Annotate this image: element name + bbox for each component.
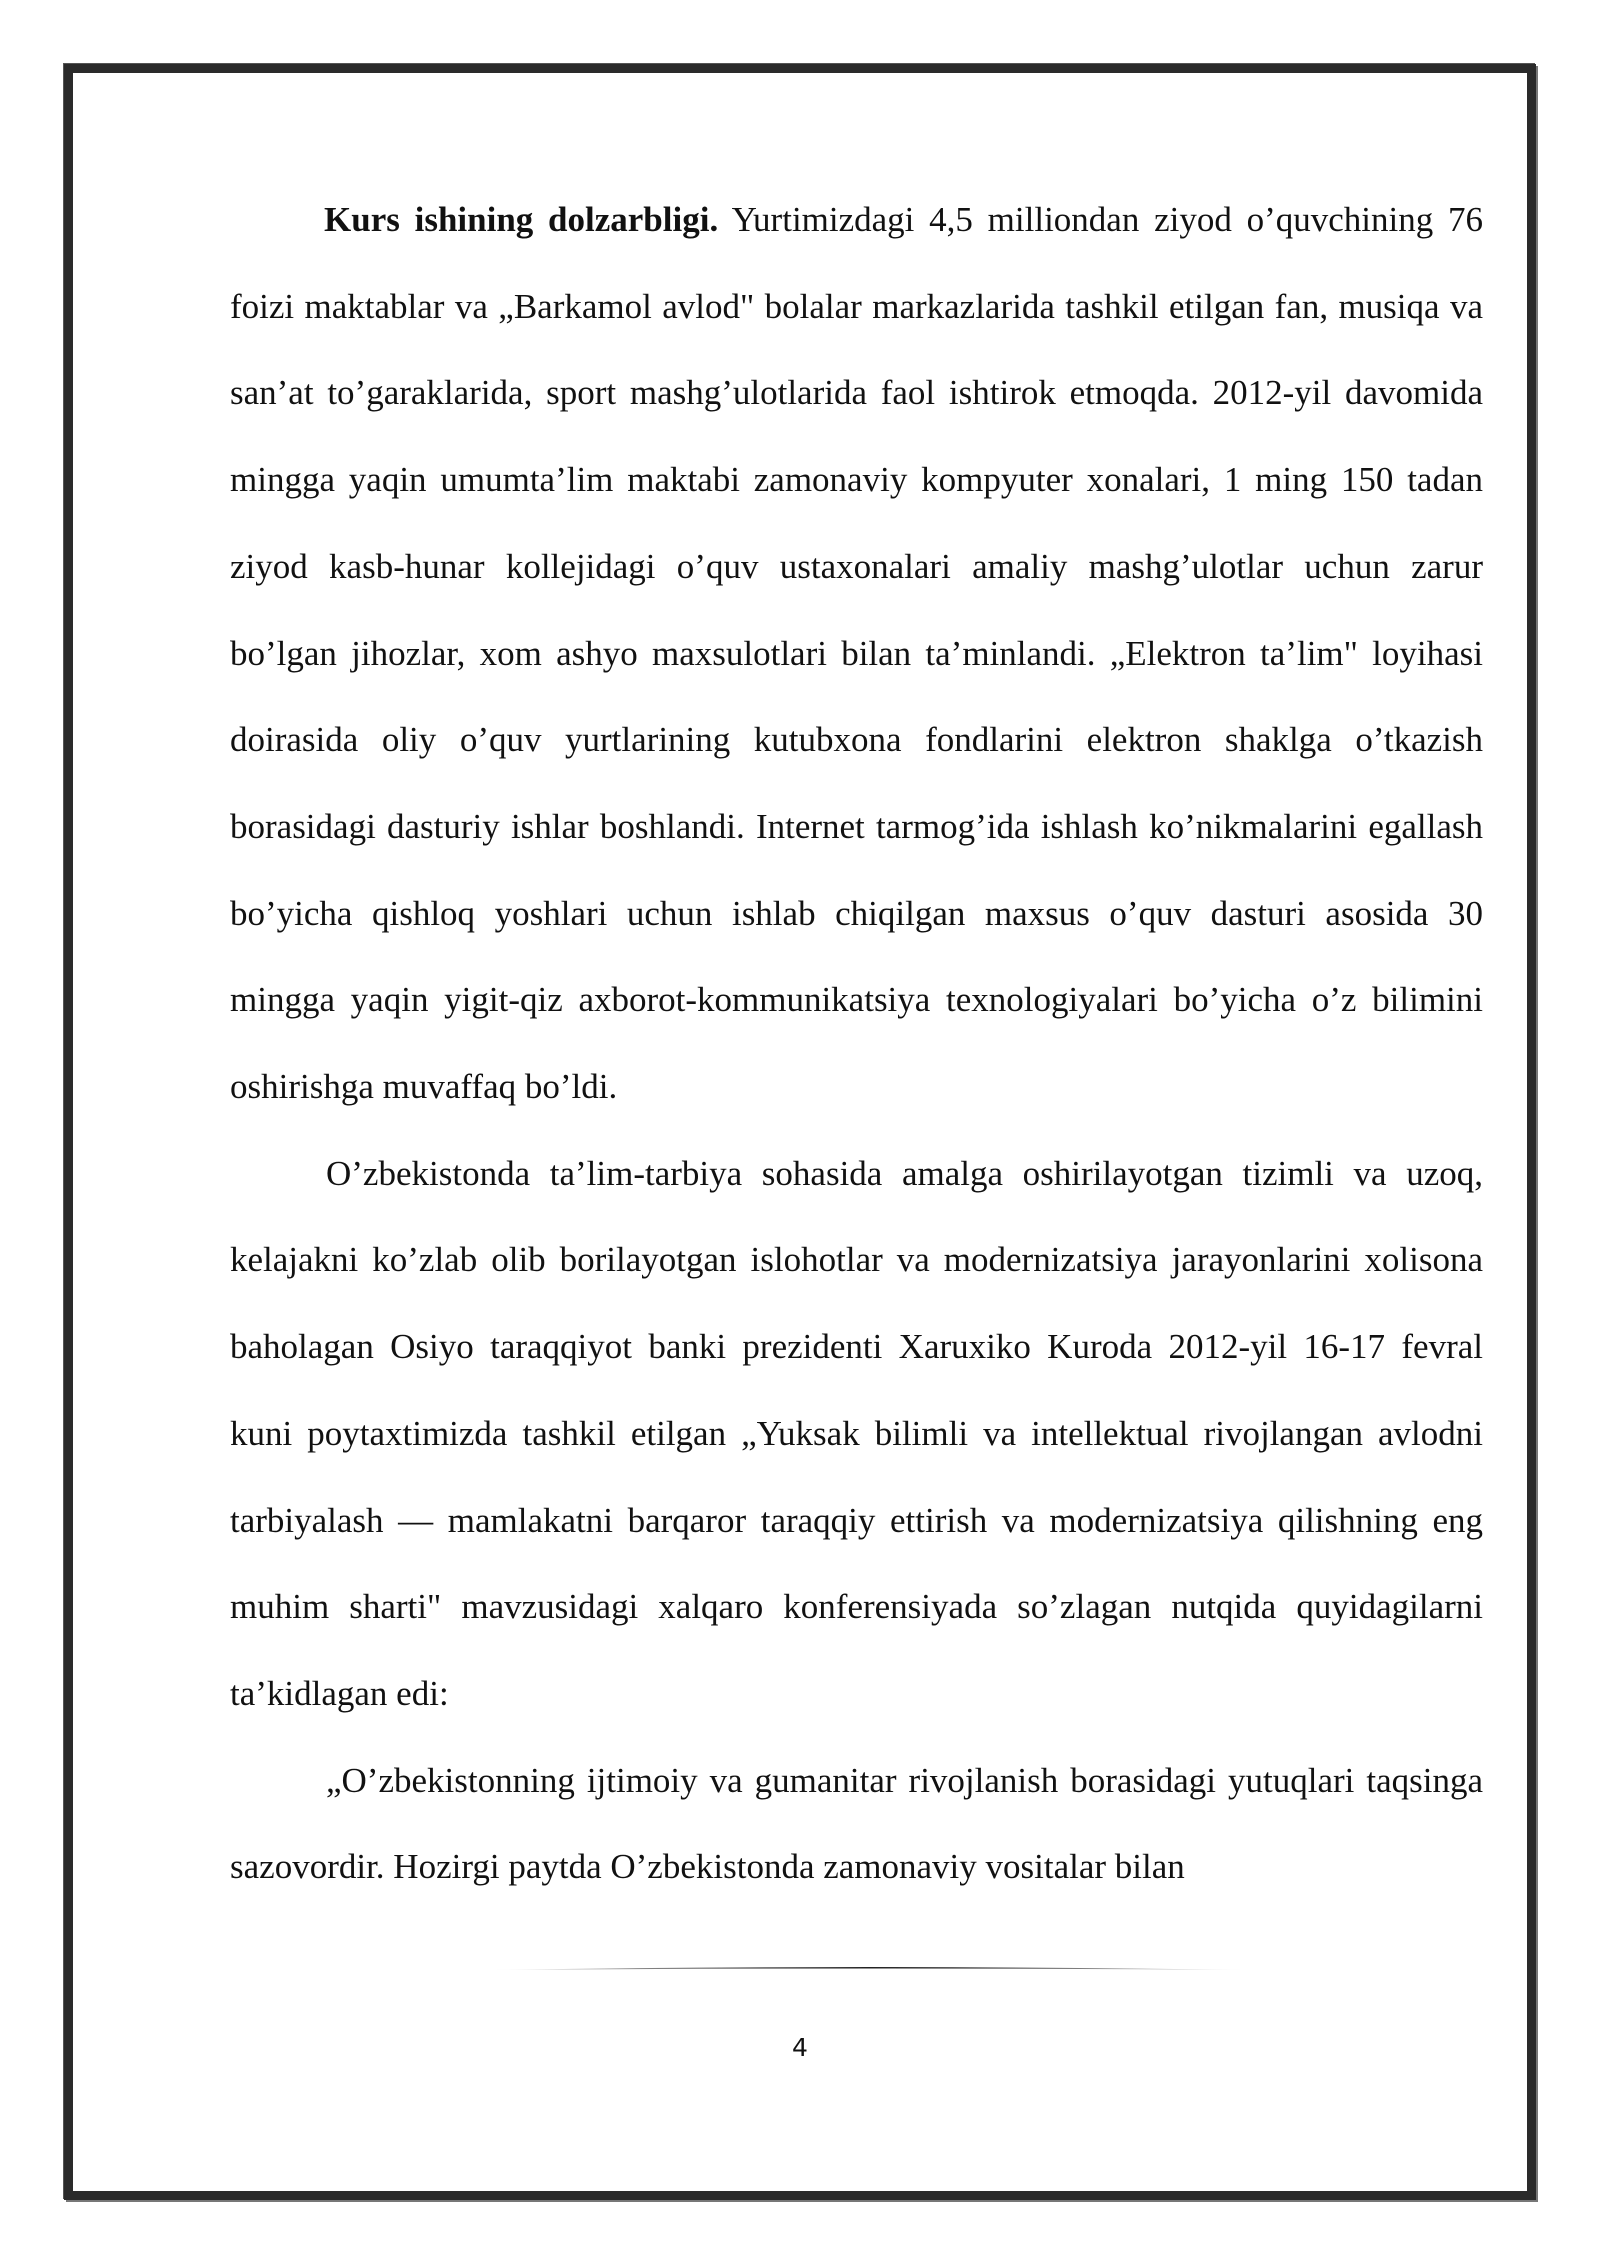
paragraph-relevance (230, 177, 1483, 1131)
document-body (230, 177, 1483, 1911)
page-number: 4 (792, 2033, 808, 2062)
paragraph-quotation (230, 1738, 1483, 1911)
footer-divider-ornament (492, 1962, 1247, 1976)
paragraph-text: „O’zbekistonning ijtimoiy va gumanitar rivojlanish borasidagi yutuqlari taqsinga sazovordir. Hozirgi paytda O’zbekistonda zamonaviy vositalar bilan (230, 1760, 1483, 1887)
paragraph-text: O’zbekistonda ta’lim-tarbiya sohasida amalga oshirilayotgan tizimli va uzoq, kelajakni ko’zlab olib borilayotgan islohotlar va modernizatsiya jarayonlarini xolisona baholagan Osiyo taraqqiyot banki prezidenti Xaruxiko Kuroda 2012-yil 16-17 fevral kuni poytaxtimizda tashkil etilgan „Yuksak bilimli va intellektual rivojlangan avlodni tarbiyalash — mamlakatni barqaror taraqqiy ettirish va modernizatsiya qilishning eng muhim sharti" mavzusidagi xalqaro konferensiyada so’zlagan nutqida quyidagilarni ta’kidlagan edi: (230, 1153, 1483, 1713)
paragraph-education-reforms (230, 1131, 1483, 1738)
section-heading-inline: Kurs ishining dolzarbligi. (324, 200, 719, 239)
paragraph-text: Yurtimizdagi 4,5 milliondan ziyod o’quvchining 76 foizi maktablar va „Barkamol avlod" bolalar markazlarida tashkil etilgan fan, musiqa va san’at to’garaklarida, sport mashg’ulotlarida faol ishtirok etmoqda. 2012-yil davomida mingga yaqin umumta’lim maktabi zamonaviy kompyuter xonalari, 1 ming 150 tadan ziyod kasb-hunar kollejidagi o’quv ustaxonalari amaliy mashg’ulotlar uchun zarur bo’lgan jihozlar, xom ashyo maxsulotlari bilan ta’minlandi. „Elektron ta’lim" loyihasi doirasida oliy o’quv yurtlarining kutubxona fondlarini elektron shaklga o’tkazish borasidagi dasturiy ishlar boshlandi. Internet tarmog’ida ishlash ko’nikmalarini egallash bo’yicha qishloq yoshlari uchun ishlab chiqilgan maxsus o’quv dasturi asosida 30 mingga yaqin yigit-qiz axborot-kommunikatsiya texnologiyalari bo’yicha o’z bilimini oshirishga muvaffaq bo’ldi. (230, 200, 1483, 1107)
